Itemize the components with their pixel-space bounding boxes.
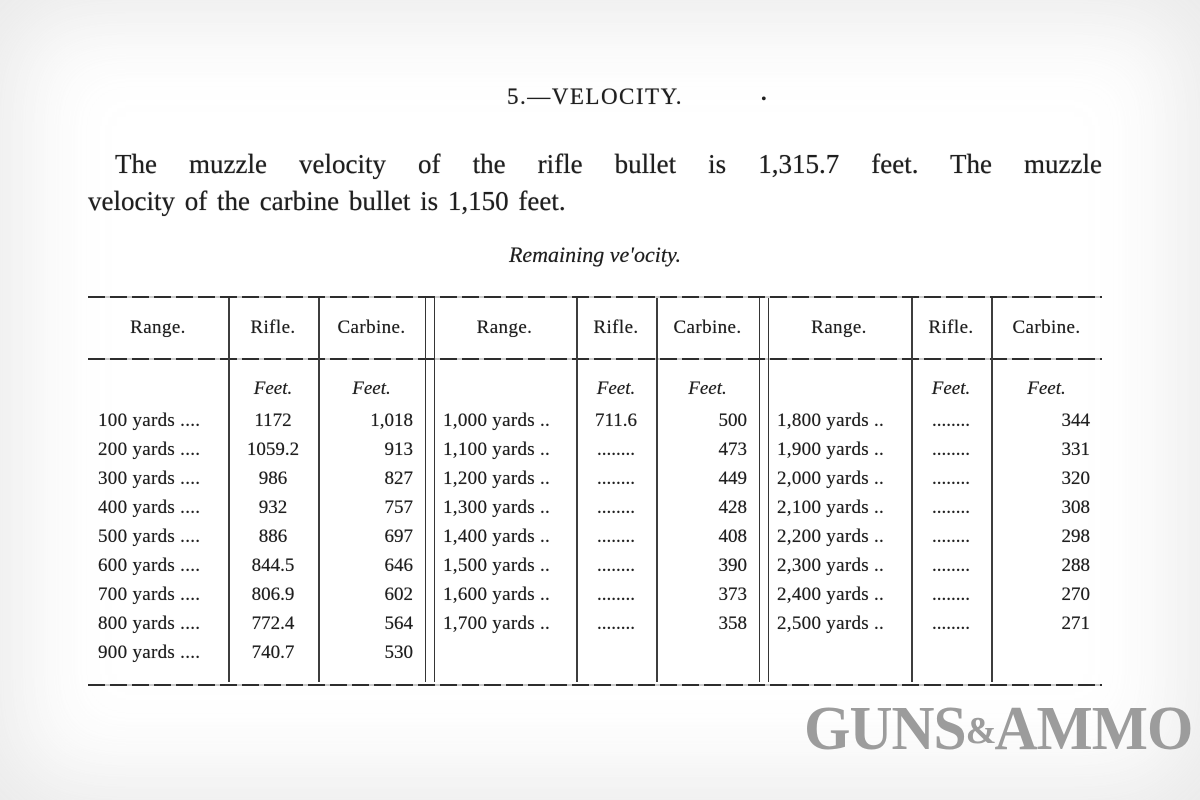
- carbine-value: 602: [384, 583, 413, 605]
- guns-and-ammo-watermark-logo: [803, 695, 1192, 764]
- range-cell: 1,700 yards ..: [443, 612, 551, 634]
- unit-cell-empty: [767, 358, 911, 406]
- rifle-value: 806.9: [251, 583, 295, 605]
- rifle-value: ........: [932, 409, 970, 431]
- rifle-value: 932: [258, 496, 288, 518]
- carbine-value: 373: [718, 583, 747, 605]
- range-cell: 1,500 yards ..: [443, 554, 551, 576]
- rifle-value: ........: [932, 438, 970, 460]
- range-cell: 600 yards ....: [98, 554, 201, 576]
- watermark-text-ammo: AMMO: [994, 695, 1192, 764]
- carbine-value: 827: [384, 467, 413, 489]
- column-divider: [228, 298, 230, 682]
- carbine-value: 473: [718, 438, 747, 460]
- column-divider: [991, 298, 993, 682]
- rifle-value: 844.5: [251, 554, 295, 576]
- range-cell: 1,800 yards ..: [777, 409, 885, 431]
- table-group-1: [88, 298, 425, 682]
- column-header-rifle: Rifle.: [593, 317, 639, 338]
- rifle-value: ........: [597, 438, 635, 460]
- carbine-value: 913: [384, 438, 413, 460]
- range-cell: 300 yards ....: [98, 467, 201, 489]
- watermark-text-guns: GUNS: [803, 695, 966, 764]
- range-cell: 2,300 yards ..: [777, 554, 885, 576]
- rifle-value: ........: [597, 467, 635, 489]
- intro-paragraph: [88, 146, 1102, 220]
- table-bottom-rule: [88, 684, 1102, 686]
- intro-paragraph-line-2: velocity of the carbine bullet is 1,150 feet.: [88, 186, 566, 216]
- range-cell: 100 yards ....: [98, 409, 201, 431]
- rifle-value: ........: [932, 525, 970, 547]
- range-cell: 800 yards ....: [98, 612, 201, 634]
- column-header-range: Range.: [130, 317, 186, 338]
- column-divider: [911, 298, 913, 682]
- carbine-value: 270: [1061, 583, 1090, 605]
- carbine-value: 757: [384, 496, 413, 518]
- rifle-value: ........: [597, 612, 635, 634]
- rifle-value: ........: [597, 525, 635, 547]
- carbine-value: 697: [384, 525, 413, 547]
- remaining-velocity-table: [88, 296, 1102, 686]
- carbine-value: 564: [384, 612, 413, 634]
- rifle-value: ........: [597, 496, 635, 518]
- column-header-carbine: Carbine.: [673, 317, 742, 338]
- range-cell: 500 yards ....: [98, 525, 201, 547]
- range-cell: 2,000 yards ..: [777, 467, 885, 489]
- carbine-value: 500: [718, 409, 747, 431]
- unit-label-carbine: Feet.: [352, 378, 391, 399]
- column-header-carbine: Carbine.: [337, 317, 406, 338]
- rifle-value: ........: [932, 554, 970, 576]
- range-cell: 1,200 yards ..: [443, 467, 551, 489]
- rifle-value: ........: [932, 467, 970, 489]
- carbine-value: 344: [1061, 409, 1090, 431]
- unit-label-rifle: Feet.: [931, 378, 971, 399]
- range-cell: 700 yards ....: [98, 583, 201, 605]
- rifle-value: ........: [597, 554, 635, 576]
- rifle-value: 740.7: [251, 641, 295, 663]
- column-header-rifle: Rifle.: [250, 317, 296, 338]
- carbine-value: 308: [1061, 496, 1090, 518]
- column-divider: [318, 298, 320, 682]
- ampersand-glyph: &: [965, 710, 995, 752]
- range-cell: 900 yards ....: [98, 641, 201, 663]
- carbine-value: 646: [384, 554, 413, 576]
- range-cell: 400 yards ....: [98, 496, 201, 518]
- table-group-2: [433, 298, 759, 682]
- section-title: 5.—VELOCITY.: [506, 84, 683, 109]
- carbine-value: 408: [718, 525, 747, 547]
- carbine-value: 298: [1061, 525, 1090, 547]
- rifle-value: 986: [258, 467, 288, 489]
- range-cell: 1,900 yards ..: [777, 438, 885, 460]
- carbine-value: 449: [718, 467, 747, 489]
- rifle-value: 886: [258, 525, 288, 547]
- column-header-range: Range.: [811, 317, 867, 338]
- rifle-value: ........: [932, 496, 970, 518]
- range-cell: 1,100 yards ..: [443, 438, 551, 460]
- range-cell: 2,200 yards ..: [777, 525, 885, 547]
- range-cell: 2,100 yards ..: [777, 496, 885, 518]
- rifle-value: 1172: [254, 409, 292, 431]
- carbine-value: 288: [1061, 554, 1090, 576]
- unit-label-rifle: Feet.: [253, 378, 293, 399]
- column-header-rifle: Rifle.: [928, 317, 974, 338]
- rifle-value: 1059.2: [246, 438, 300, 460]
- unit-cell-empty: [433, 358, 576, 406]
- carbine-value: 358: [718, 612, 747, 634]
- carbine-value: 271: [1061, 612, 1090, 634]
- table-caption: Remaining ve'ocity.: [508, 242, 682, 267]
- column-divider: [576, 298, 578, 682]
- rifle-value: ........: [932, 583, 970, 605]
- carbine-value: 320: [1061, 467, 1090, 489]
- intro-paragraph-line-1: The muzzle velocity of the rifle bullet is 1,315.7 feet. The muzzle: [115, 149, 1102, 179]
- column-header-carbine: Carbine.: [1012, 317, 1081, 338]
- range-cell: 200 yards ....: [98, 438, 201, 460]
- unit-label-carbine: Feet.: [688, 378, 727, 399]
- rifle-value: 772.4: [251, 612, 295, 634]
- carbine-value: 428: [718, 496, 747, 518]
- unit-cell-empty: [88, 358, 228, 406]
- table-group-3: [767, 298, 1102, 682]
- title-marker-dot: •: [761, 91, 767, 108]
- range-cell: 2,400 yards ..: [777, 583, 885, 605]
- rifle-value: ........: [932, 612, 970, 634]
- unit-label-rifle: Feet.: [596, 378, 636, 399]
- range-cell: 1,400 yards ..: [443, 525, 551, 547]
- carbine-value: 530: [384, 641, 413, 663]
- range-cell: 1,300 yards ..: [443, 496, 551, 518]
- column-divider: [656, 298, 658, 682]
- carbine-value: 331: [1061, 438, 1090, 460]
- column-header-range: Range.: [476, 317, 533, 338]
- range-cell: 1,000 yards ..: [443, 409, 551, 431]
- range-cell: 1,600 yards ..: [443, 583, 551, 605]
- rifle-value: 711.6: [594, 409, 638, 431]
- range-cell: 2,500 yards ..: [777, 612, 885, 634]
- carbine-value: 390: [718, 554, 747, 576]
- carbine-value: 1,018: [370, 409, 413, 431]
- unit-label-carbine: Feet.: [1027, 378, 1066, 399]
- rifle-value: ........: [597, 583, 635, 605]
